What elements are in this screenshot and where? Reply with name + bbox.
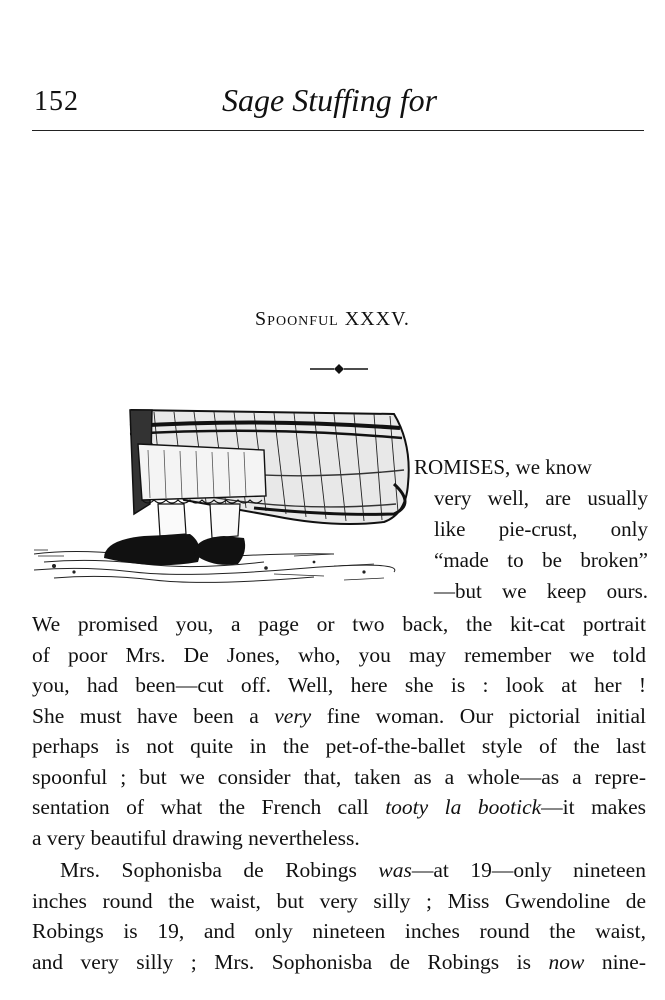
- body-text: [32, 609, 646, 977]
- text-line: of poor Mrs. De Jones, who, you may remember we told: [32, 642, 646, 667]
- text-line: spoonful ; but we consider that, taken as a whole—as a repre-: [32, 764, 646, 789]
- text-line: you, had been—cut off. Well, here she is : look at her !: [32, 673, 646, 697]
- lead-line-4: “made to be broken”: [434, 548, 648, 572]
- lead-line-1: ROMISES, we know: [414, 455, 592, 479]
- text-line: sentation of what the French call tooty la bootick—it makes: [32, 795, 647, 819]
- page-number: 152: [34, 86, 79, 117]
- lead-line-5: —but we keep ours.: [434, 579, 648, 603]
- text-line: We promised you, a page or two back, the kit-cat portrait: [32, 612, 646, 636]
- text-line: Mrs. Sophonisba de Robings was—at 19—only nineteen: [60, 858, 646, 882]
- text-line: inches round the waist, but very silly ; Miss Gwendoline de: [32, 888, 646, 913]
- text-line: She must have been a very fine woman. Our pictorial initial: [32, 703, 647, 728]
- ornament-divider-icon: [310, 362, 368, 376]
- text-line: perhaps is not quite in the pet-of-the-ballet style of the last: [32, 734, 646, 758]
- lead-line-2: very well, are usually: [434, 486, 648, 510]
- skirt-and-feet-engraving-icon: [34, 404, 414, 588]
- header-rule: [32, 130, 644, 131]
- lead-line-3: like pie-crust, only: [434, 517, 648, 541]
- text-line: a very beautiful drawing nevertheless.: [32, 825, 360, 850]
- text-line: Robings is 19, and only nineteen inches round the waist,: [32, 919, 646, 943]
- text-line: and very silly ; Mrs. Sophonisba de Robings is now nine-: [32, 949, 646, 974]
- running-header: [32, 82, 644, 126]
- chapter-heading: Spoonful XXXV.: [255, 308, 410, 330]
- running-title: Sage Stuffing for: [222, 82, 438, 118]
